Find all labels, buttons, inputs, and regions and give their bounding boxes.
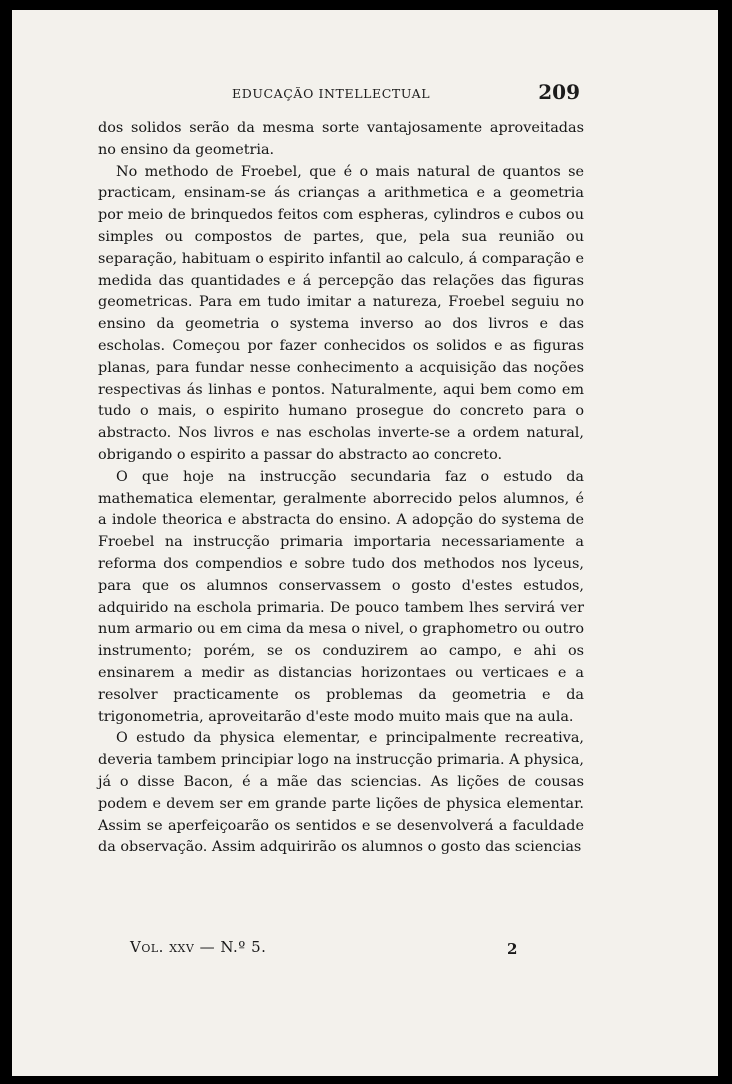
book-page bbox=[12, 10, 718, 1076]
body-text bbox=[98, 118, 584, 859]
paragraph-physics-study: O estudo da physica elementar, e principalmente recreativa, deveria tambem principiar logo na instrucção primaria. A physica, já o disse Bacon, é a mãe das sciencias. As lições de cousas podem e devem ser em grande parte lições de physica elementar. Assim se aperfeiçoarão os sentidos e se desenvolverá a faculdade da observação. Assim adquirirão os alumnos o gosto das sciencias bbox=[98, 730, 584, 856]
page-header bbox=[12, 80, 718, 108]
page-footer bbox=[12, 938, 718, 966]
paragraph-froebel-method: No methodo de Froebel, que é o mais natural de quantos se practicam, ensinam-se ás crianças a arithmetica e a geometria por meio de brinquedos feitos com espheras, cylindros e cubos ou simples ou compostos de partes, que, pela sua reunião ou separação, habituam o espirito infantil ao calculo, á comparação e medida das quantidades e á percepção das relações das figuras geometricas. Para em tudo imitar a natureza, Froebel seguiu no ensino da geometria o systema inverso ao dos livros e das escholas. Começou por fazer conhecidos os solidos e as figuras planas, para fundar nesse conhecimento a acquisição das noções respectivas ás linhas e pontos. Naturalmente, aqui bem como em tudo o mais, o espirito humano prosegue do concreto para o abstracto. Nos livros e nas escholas inverte-se a ordem natural, obrigando o espirito a passar do abstracto ao concreto. bbox=[98, 163, 584, 463]
paragraph-secondary-instruction: O que hoje na instrucção secundaria faz o estudo da mathematica elementar, geralmente aborrecido pelos alumnos, é a indole theorica e abstracta do ensino. A adopção do systema de Froebel na instrucção primaria importaria necessariamente a reforma dos compendios e sobre tudo dos methodos nos lyceus, para que os alumnos conservassem o gosto d'estes estudos, adquirido na eschola primaria. De pouco tambem lhes servirá ver num armario ou em cima da mesa o nivel, o graphometro ou outro instrumento; porém, se os conduzirem ao campo, e ahi os ensinarem a medir as distancias horizontaes ou verticaes e a resolver practicamente os problemas da geometria e da trigonometria, aproveitarão d'este modo muito mais que na aula. bbox=[98, 468, 584, 725]
volume-signature: Vol. xxv — N.º 5. bbox=[130, 938, 267, 956]
paragraph-continuation: dos solidos serão da mesma sorte vantajosamente aproveitadas no ensino da geometria. bbox=[98, 120, 584, 158]
page-number: 209 bbox=[538, 80, 580, 104]
gathering-mark: 2 bbox=[507, 940, 518, 958]
running-title: EDUCAÇÃO INTELLECTUAL bbox=[232, 86, 431, 101]
